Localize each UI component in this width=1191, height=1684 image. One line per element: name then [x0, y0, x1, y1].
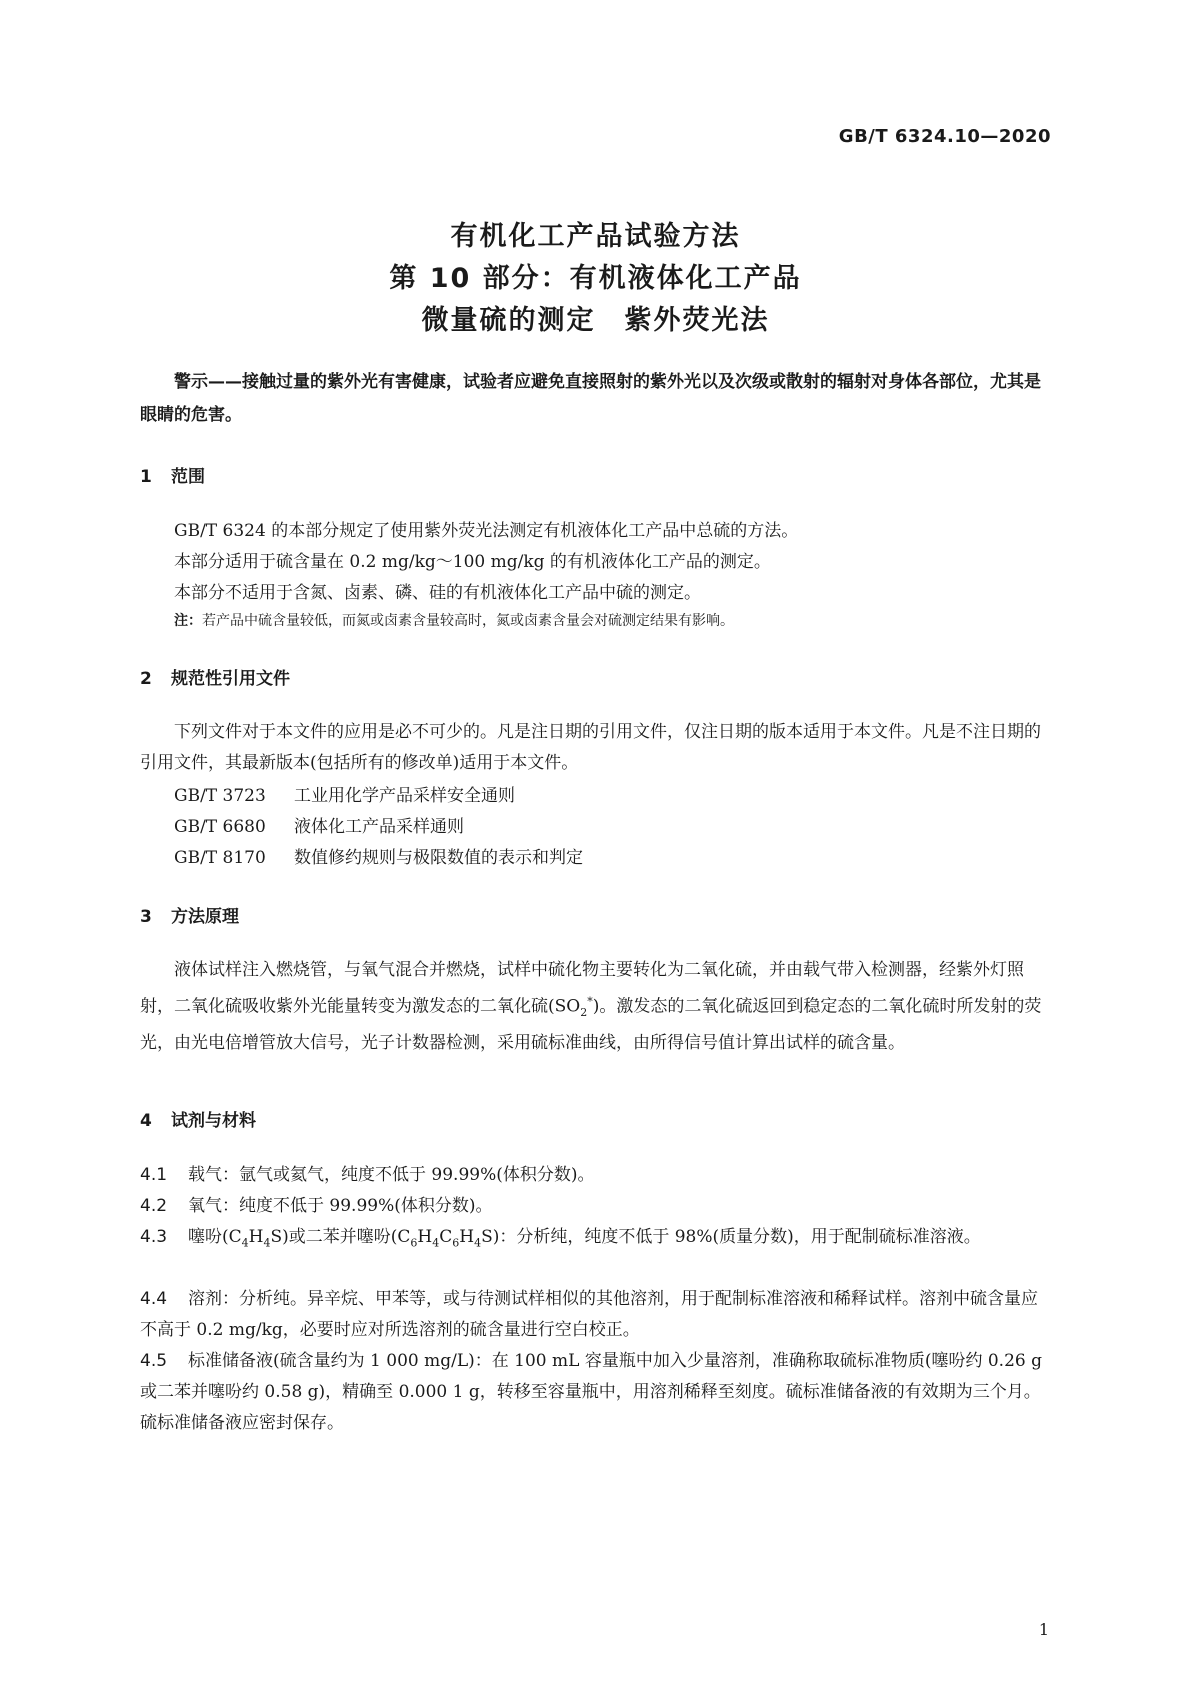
title-line-2: 第 10 部分：有机液体化工产品: [389, 263, 802, 294]
item-4-5: [140, 1346, 1054, 1439]
note-text: 若产品中硫含量较低，而氮或卤素含量较高时，氮或卤素含量会对硫测定结果有影响。: [202, 613, 734, 629]
title-line-3: 微量硫的测定 紫外荧光法: [421, 305, 770, 336]
paragraph: GB/T 6324 的本部分规定了使用紫外荧光法测定有机液体化工产品中总硫的方法。: [174, 521, 799, 541]
paragraph: 本部分不适用于含氮、卤素、磷、硅的有机液体化工产品中硫的测定。: [174, 583, 701, 603]
section-title: 方法原理: [171, 907, 239, 927]
section-number: 4: [140, 1111, 152, 1131]
paragraph: 下列文件对于本文件的应用是必不可少的。凡是注日期的引用文件，仅注日期的版本适用于本文件。凡是不注日期的引用文件，其最新版本(包括所有的修改单)适用于本文件。: [140, 722, 1041, 773]
item-text: 溶剂：分析纯。异辛烷、甲苯等，或与待测试样相似的其他溶剂，用于配制标准溶液和稀释试样。溶剂中硫含量应不高于 0.2 mg/kg，必要时应对所选溶剂的硫含量进行空白校正。: [140, 1289, 1038, 1340]
reference-code: GB/T 3723: [174, 786, 266, 806]
section-number: 3: [140, 907, 152, 927]
reference-title: 液体化工产品采样通则: [294, 817, 464, 837]
item-number: 4.5: [140, 1351, 168, 1371]
item-4-4: [140, 1284, 1054, 1346]
note-label: 注：: [174, 613, 202, 629]
item-number: 4.2: [140, 1196, 168, 1216]
warning-text: 警示——接触过量的紫外光有害健康，试验者应避免直接照射的紫外光以及次级或散射的辐射对身体各部位，尤其是眼睛的危害。: [140, 372, 1041, 425]
item-4-3: 4.3 噻吩$(C_4H_4S)$或二苯并噻吩$(C_6H_4C_6H_4S)$：分析纯，纯度不低于 98%(质量分数)，用于配制硫标准溶液。: [140, 1222, 1054, 1258]
section-4-heading: [140, 1106, 256, 1131]
section-title: 规范性引用文件: [171, 669, 290, 689]
item-text: 载气：氩气或氦气，纯度不低于 99.99%(体积分数)。: [188, 1165, 595, 1185]
reference-item: [174, 812, 464, 837]
item-number: 4.3: [140, 1227, 168, 1247]
section-1-heading: [140, 462, 205, 487]
item-text: 标准储备液(硫含量约为 1 000 mg/L)：在 100 mL 容量瓶中加入少量溶剂，准确称取硫标准物质(噻吩约 0.26 g 或二苯并噻吩约 0.58 g)，精确至 0.000 1 g，转移至容量瓶中，用溶剂稀释至刻度。硫标准储备液的有效期为三个月。硫标准储备液应密封保存。: [140, 1351, 1042, 1433]
section-title: 范围: [171, 467, 205, 487]
page-number: 1: [1038, 1620, 1049, 1639]
section-number: 1: [140, 467, 152, 487]
reference-title: 数值修约规则与极限数值的表示和判定: [294, 848, 583, 868]
reference-code: GB/T 6680: [174, 817, 266, 837]
paragraph: 本部分适用于硫含量在 0.2 mg/kg～100 mg/kg 的有机液体化工产品的测定。: [174, 552, 771, 572]
section-1-body: [140, 516, 1054, 609]
note: [174, 610, 734, 630]
title-line-1: 有机化工产品试验方法: [450, 221, 741, 252]
item-text: 氧气：纯度不低于 99.99%(体积分数)。: [188, 1196, 493, 1216]
item-number: 4.1: [140, 1165, 168, 1185]
reference-item: [174, 781, 515, 806]
reference-item: [174, 843, 583, 868]
warning-paragraph: [140, 366, 1054, 432]
paragraph: 液体试样注入燃烧管，与氧气混合并燃烧，试样中硫化物主要转化为二氧化硫，并由载气带入检测器，经紫外灯照射，二氧化硫吸收紫外光能量转变为激发态的二氧化硫$(SO_2^*)$。激发态的二氧化硫返回到稳定态的二氧化硫时所发射的荧光，由光电倍增管放大信号，光子计数器检测，采用硫标准曲线，由所得信号值计算出试样的硫含量。: [140, 960, 1042, 1054]
item-number: 4.4: [140, 1289, 168, 1309]
section-title: 试剂与材料: [171, 1111, 256, 1131]
item-4-1: [140, 1160, 1054, 1191]
section-number: 2: [140, 669, 152, 689]
section-3-body: [140, 955, 1054, 1059]
section-2-heading: [140, 664, 290, 689]
standard-code: GB/T 6324.10—2020: [838, 126, 1051, 147]
item-4-2: [140, 1191, 1054, 1222]
reference-code: GB/T 8170: [174, 848, 266, 868]
section-3-heading: [140, 902, 239, 927]
section-2-body: [140, 717, 1054, 779]
reference-title: 工业用化学产品采样安全通则: [294, 786, 515, 806]
